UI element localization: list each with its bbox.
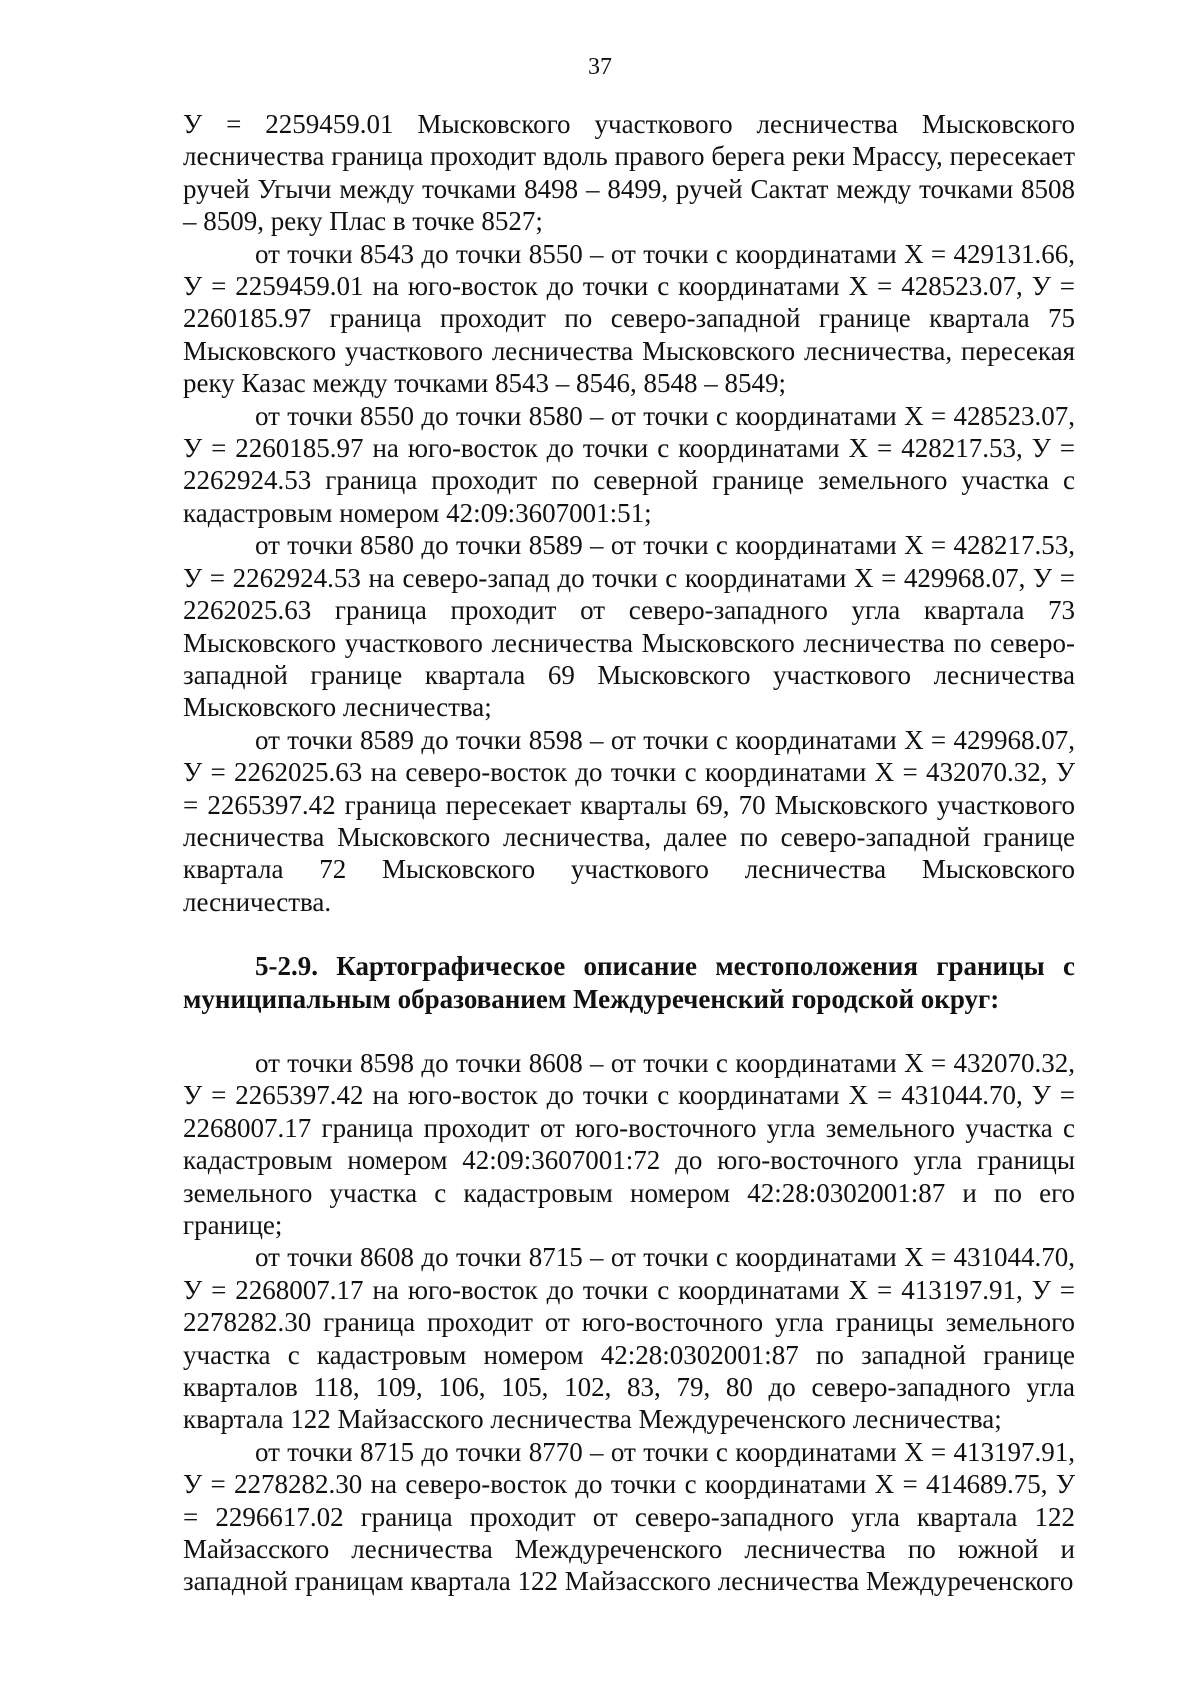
spacer — [183, 1015, 1075, 1047]
paragraph: от точки 8580 до точки 8589 – от точки с координатами Х = 428217.53, У = 2262924.53 на северо-запад до точки с координатами Х = 429968.07, У = 2262025.63 граница проходит от северо-западного угла квартала 73 Мысковского участкового лесничества Мысковского лесничества по северо-западной границе квартала 69 Мысковского участкового лесничества Мысковского лесничества; — [183, 530, 1075, 723]
paragraph: от точки 8543 до точки 8550 – от точки с координатами Х = 429131.66, У = 2259459.01 на юго-восток до точки с координатами Х = 428523.07, У = 2260185.97 граница проходит по северо-западной границе квартала 75 Мысковского участкового лесничества Мысковского лесничества, пересекая реку Казас между точками 8543 – 8546, 8548 – 8549; — [183, 238, 1075, 399]
section-heading: 5-2.9. Картографическое описание местоположения границы с муниципальным образованием Междуреченский городской округ: — [183, 951, 1075, 1014]
document-body — [183, 108, 1075, 1598]
paragraph: от точки 8550 до точки 8580 – от точки с координатами Х = 428523.07, У = 2260185.97 на юго-восток до точки с координатами Х = 428217.53, У = 2262924.53 граница проходит по северной границе земельного участка с кадастровым номером 42:09:3607001:51; — [183, 400, 1075, 528]
paragraph: от точки 8598 до точки 8608 – от точки с координатами Х = 432070.32, У = 2265397.42 на юго-восток до точки с координатами Х = 431044.70, У = 2268007.17 граница проходит от юго-восточного угла земельного участка с кадастровым номером 42:09:3607001:72 до юго-восточного угла границы земельного участка с кадастровым номером 42:28:0302001:87 и по его границе; — [183, 1047, 1075, 1240]
paragraph: от точки 8589 до точки 8598 – от точки с координатами Х = 429968.07, У = 2262025.63 на северо-восток до точки с координатами Х = 432070.32, У = 2265397.42 граница пересекает кварталы 69, 70 Мысковского участкового лесничества Мысковского лесничества, далее по северо-западной границе квартала 72 Мысковского участкового лесничества Мысковского лесничества. — [183, 724, 1075, 917]
spacer — [183, 918, 1075, 950]
paragraph: от точки 8715 до точки 8770 – от точки с координатами Х = 413197.91, У = 2278282.30 на северо-восток до точки с координатами Х = 414689.75, У = 2296617.02 граница проходит от северо-западного угла квартала 122 Майзасского лесничества Междуреченского лесничества по южной и западной границам квартала 122 Майзасского лесничества Междуреченского — [183, 1436, 1075, 1597]
page-number: 37 — [588, 54, 612, 80]
paragraph: от точки 8608 до точки 8715 – от точки с координатами Х = 431044.70, У = 2268007.17 на юго-восток до точки с координатами Х = 413197.91, У = 2278282.30 граница проходит от юго-восточного угла границы земельного участка с кадастровым номером 42:28:0302001:87 по западной границе кварталов 118, 109, 106, 105, 102, 83, 79, 80 до северо-западного угла квартала 122 Майзасского лесничества Междуреченского лесничества; — [183, 1242, 1075, 1435]
paragraph: У = 2259459.01 Мысковского участкового лесничества Мысковского лесничества граница проходит вдоль правого берега реки Мрассу, пересекает ручей Угычи между точками 8498 – 8499, ручей Сактат между точками 8508 – 8509, реку Плас в точке 8527; — [183, 109, 1075, 237]
